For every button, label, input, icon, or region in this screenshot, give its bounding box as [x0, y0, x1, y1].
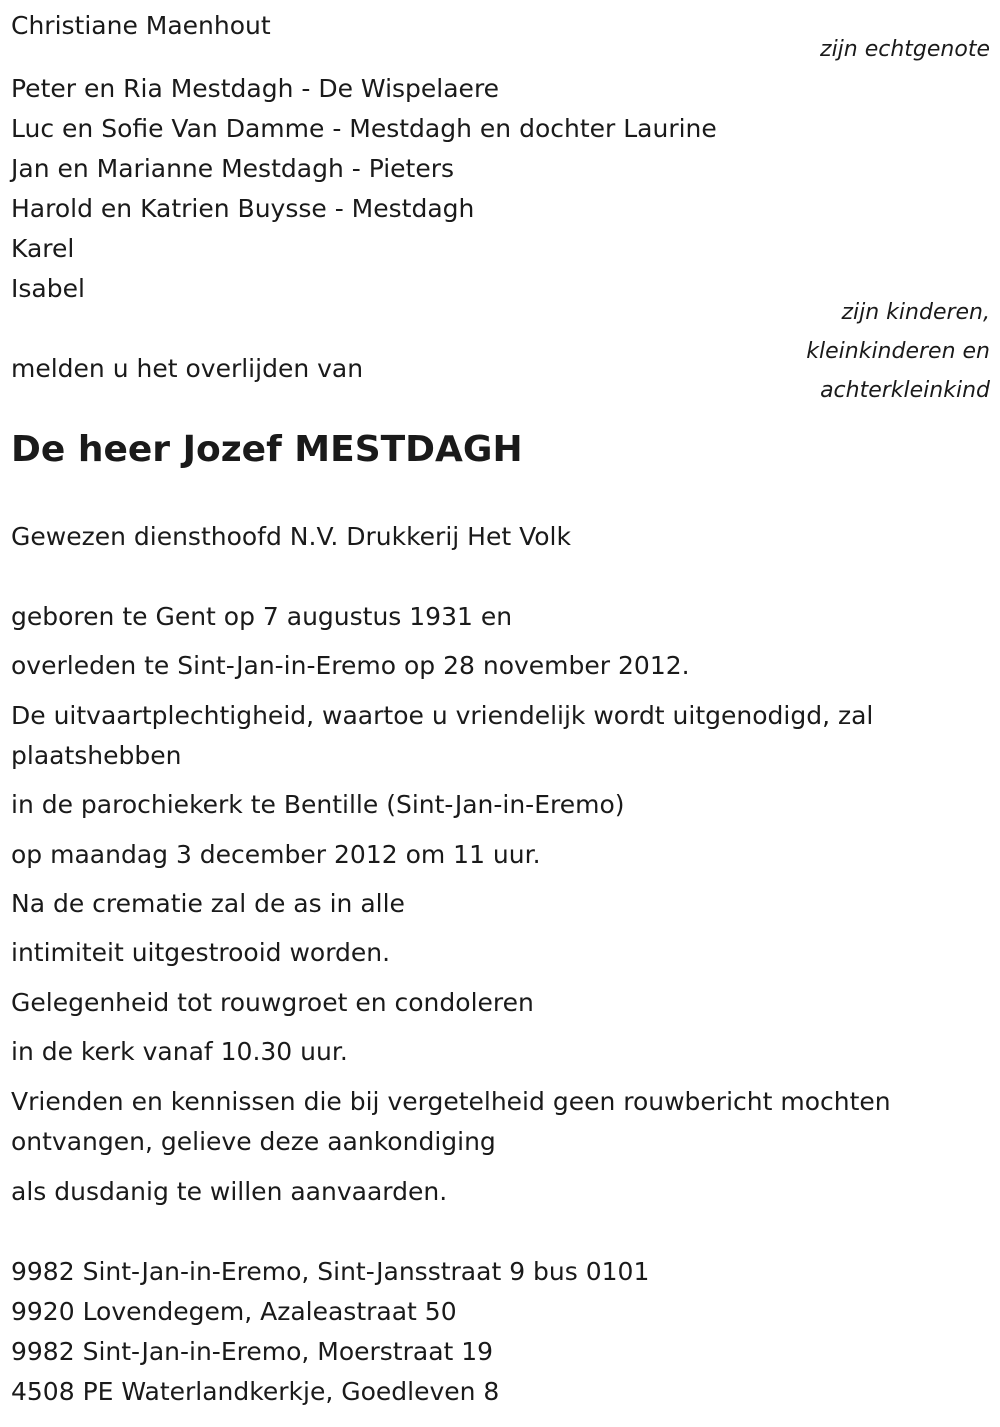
child-line: Isabel: [11, 274, 85, 303]
address-line: 9982 Sint-Jan-in-Eremo, Moerstraat 19: [11, 1337, 494, 1366]
child-line: Harold en Katrien Buysse - Mestdagh: [11, 194, 475, 223]
address-line: 4508 PE Waterlandkerkje, Goedleven 8: [11, 1377, 500, 1406]
detail-line: in de kerk vanaf 10.30 uur.: [11, 1037, 348, 1066]
children-relation-line: zijn kinderen,: [841, 300, 990, 325]
detail-line: Vrienden en kennissen die bij vergetelheid geen rouwbericht mochten ontvangen, gelieve deze aankondiging: [11, 1087, 891, 1156]
address-line: 9982 Sint-Jan-in-Eremo, Sint-Jansstraat 9 bus 0101: [11, 1257, 650, 1286]
deceased-former-role: Gewezen diensthoofd N.V. Drukkerij Het Volk: [11, 522, 571, 551]
detail-line: geboren te Gent op 7 augustus 1931 en: [11, 602, 513, 631]
detail-line: op maandag 3 december 2012 om 11 uur.: [11, 840, 541, 869]
deceased-name: De heer Jozef MESTDAGH: [11, 429, 523, 470]
child-line: Luc en Sofie Van Damme - Mestdagh en dochter Laurine: [11, 114, 717, 143]
detail-line: overleden te Sint-Jan-in-Eremo op 28 november 2012.: [11, 651, 690, 680]
detail-line: als dusdanig te willen aanvaarden.: [11, 1177, 448, 1206]
spouse-name: Christiane Maenhout: [11, 11, 271, 40]
child-line: Jan en Marianne Mestdagh - Pieters: [11, 154, 455, 183]
detail-line: Gelegenheid tot rouwgroet en condoleren: [11, 988, 534, 1017]
detail-line: intimiteit uitgestrooid worden.: [11, 938, 391, 967]
spouse-relation: zijn echtgenote: [820, 37, 990, 62]
child-line: Peter en Ria Mestdagh - De Wispelaere: [11, 74, 500, 103]
detail-line: in de parochiekerk te Bentille (Sint-Jan-in-Eremo): [11, 790, 625, 819]
detail-line: De uitvaartplechtigheid, waartoe u vriendelijk wordt uitgenodigd, zal plaatshebben: [11, 701, 874, 770]
address-line: 9920 Lovendegem, Azaleastraat 50: [11, 1297, 457, 1326]
child-line: Karel: [11, 234, 75, 263]
children-relation-line: kleinkinderen en: [806, 339, 990, 364]
detail-line: Na de crematie zal de as in alle: [11, 889, 405, 918]
announcement-text: melden u het overlijden van: [11, 354, 364, 383]
children-relation-line: achterkleinkind: [820, 378, 990, 403]
